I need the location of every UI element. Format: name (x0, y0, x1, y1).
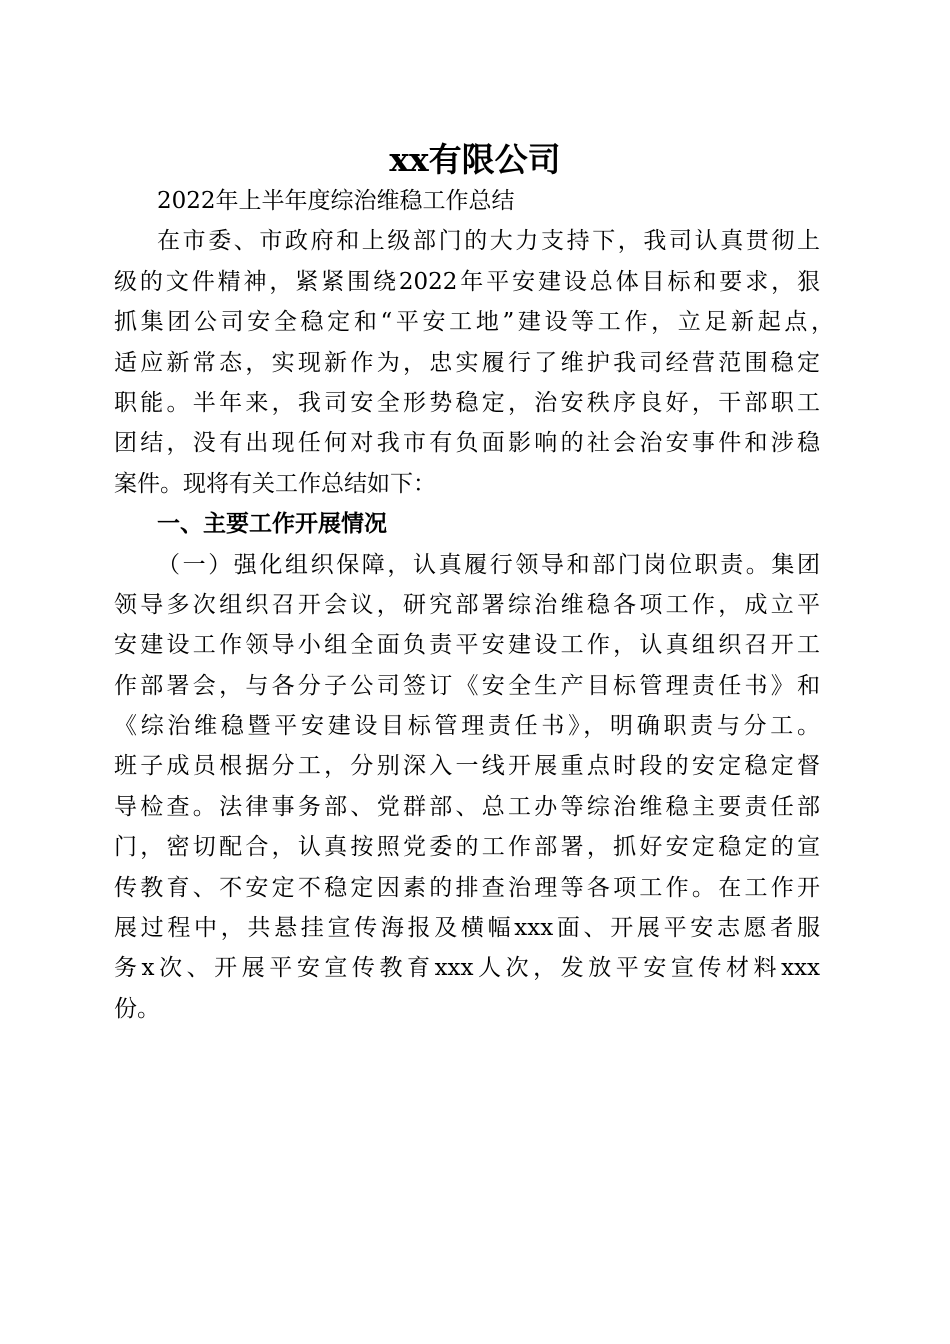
intro-paragraph (114, 221, 834, 504)
paragraph-line: 导检查。法律事务部、党群部、总工办等综治维稳主要责任部 (114, 793, 820, 820)
paragraph-line: 门，密切配合，认真按照党委的工作部署，抓好安定稳定的宣 (114, 834, 820, 861)
paragraph-line: 展过程中，共悬挂宣传海报及横幅xxx面、开展平安志愿者服 (114, 915, 820, 942)
paragraph-line: 适应新常态，实现新作为，忠实履行了维护我司经营范围稳定 (114, 349, 820, 376)
paragraph-line: （一）强化组织保障，认真履行领导和部门岗位职责。集团 (157, 551, 820, 578)
paragraph-line: 领导多次组织召开会议，研究部署综治维稳各项工作，成立平 (114, 591, 820, 618)
document-body (114, 181, 834, 1029)
paragraph-line: 在市委、市政府和上级部门的大力支持下，我司认真贯彻上 (157, 228, 820, 255)
paragraph-line: 级的文件精神，紧紧围绕2022年平安建设总体目标和要求，狠 (114, 268, 820, 295)
paragraph-line: 案件。现将有关工作总结如下： (114, 470, 436, 497)
paragraph-line: 安建设工作领导小组全面负责平安建设工作，认真组织召开工 (114, 632, 820, 659)
paragraph-line: 抓集团公司安全稳定和“平安工地”建设等工作，立足新起点， (114, 309, 834, 336)
paragraph-line: 份。 (114, 995, 160, 1022)
section-heading: 一、主要工作开展情况 (157, 511, 387, 538)
document-title: xx有限公司 (389, 140, 561, 179)
paragraph-line: 《综治维稳暨平安建设目标管理责任书》，明确职责与分工。 (114, 713, 820, 740)
paragraph-line: 职能。半年来，我司安全形势稳定，治安秩序良好，干部职工 (114, 389, 820, 416)
paragraph-line: 作部署会，与各分子公司签订《安全生产目标管理责任书》和 (114, 672, 820, 699)
paragraph-line: 务x次、开展平安宣传教育xxx人次，发放平安宣传材料xxx (114, 955, 820, 982)
paragraph-line: 班子成员根据分工，分别深入一线开展重点时段的安定稳定督 (114, 753, 820, 780)
section1-paragraph (114, 545, 820, 1030)
paragraph-line: 团结，没有出现任何对我市有负面影响的社会治安事件和涉稳 (114, 430, 820, 457)
document-subtitle: 2022年上半年度综治维稳工作总结 (157, 188, 515, 214)
paragraph-line: 传教育、不安定不稳定因素的排查治理等各项工作。在工作开 (114, 874, 820, 901)
